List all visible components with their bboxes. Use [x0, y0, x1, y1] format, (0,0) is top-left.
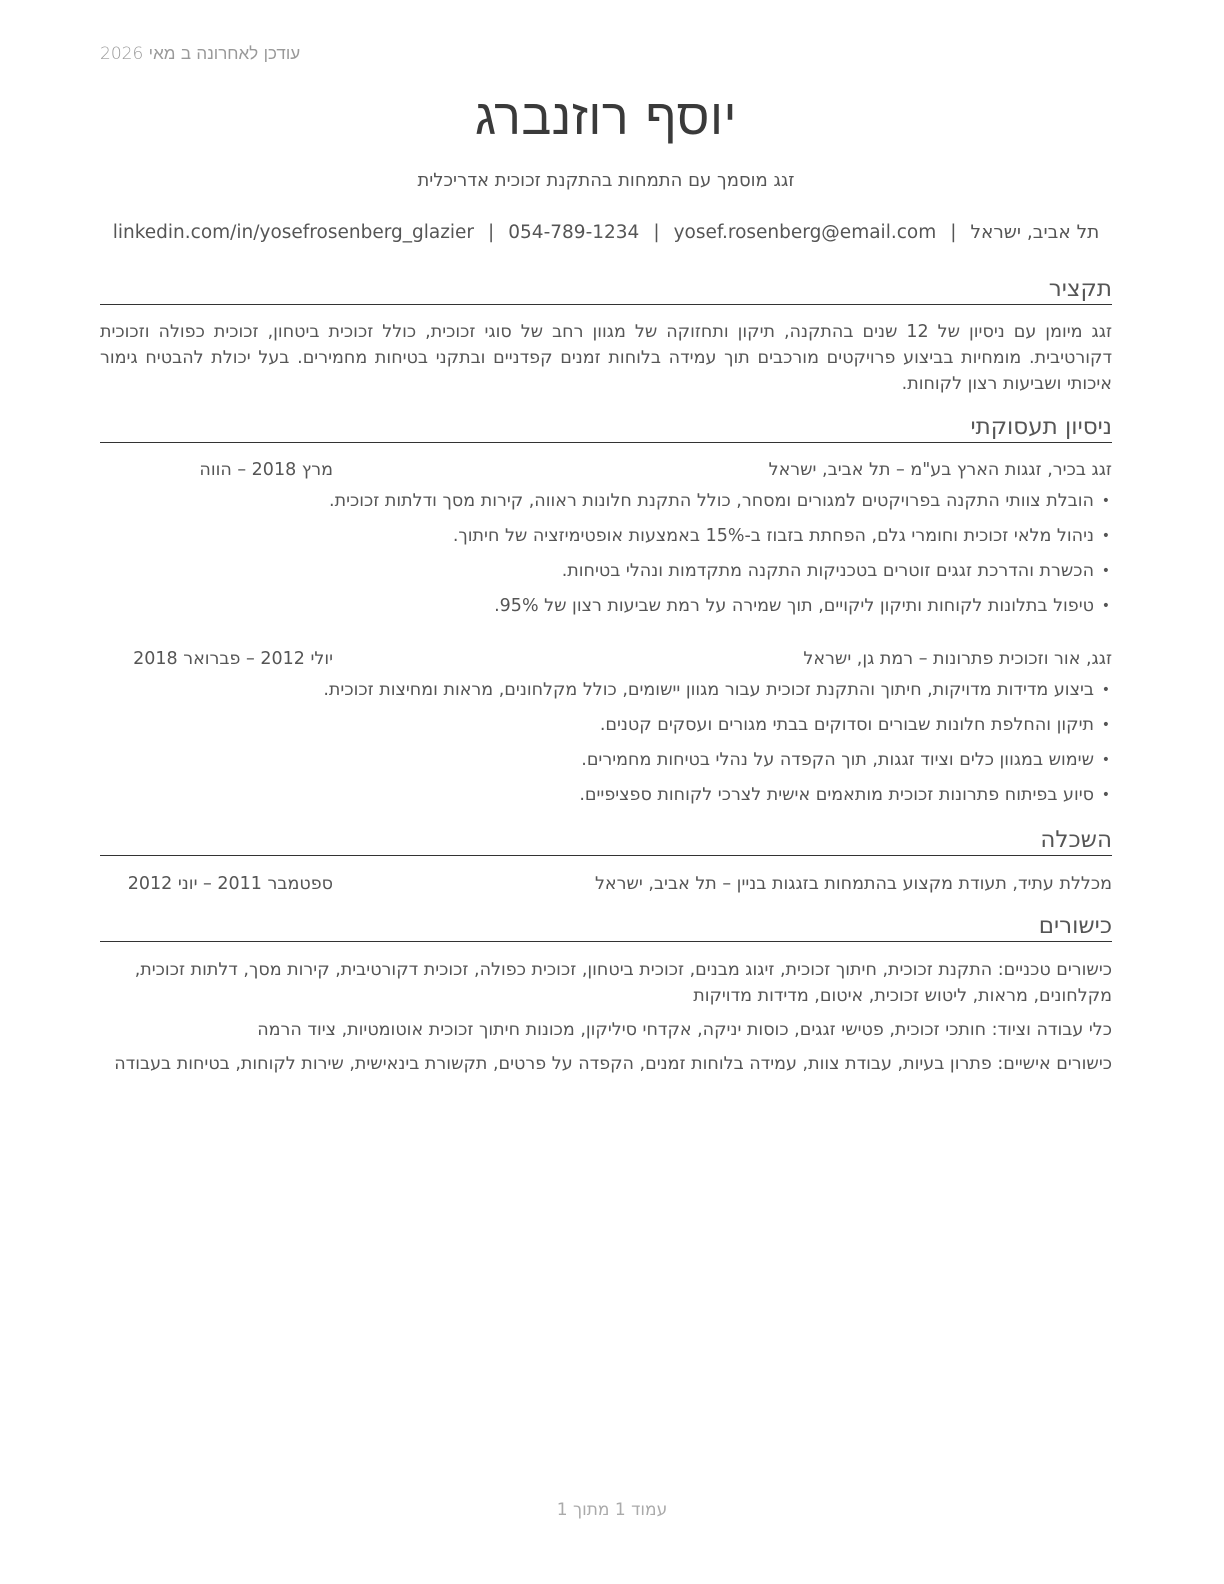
bullet-dot-icon: • [1101, 563, 1110, 579]
skills-personal: כישורים אישיים: פתרון בעיות, עבודת צוות, עמידה בלוחות זמנים, הקפדה על פרטים, תקשורת בינאישית, שירות לקוחות, בטיחות בעבודה [114, 1054, 1112, 1074]
skills-tools: כלי עבודה וציוד: חותכי זכוכית, פטישי זגגים, כוסות יניקה, אקדחי סיליקון, מכונות חיתוך זכוכית אוטומטיות, ציוד הרמה [257, 1020, 1112, 1040]
job-title: זגג, אור וזכוכית פתרונות – רמת גן, ישראל [803, 649, 1112, 669]
contact-separator: | [488, 222, 495, 243]
section-title-education: השכלה [100, 825, 1112, 856]
contact-linkedin[interactable]: linkedin.com/in/yosefrosenberg_glazier [112, 222, 475, 243]
page-number: עמוד 1 מתוך 1 [556, 1500, 668, 1520]
education-entry [100, 871, 1112, 897]
last-updated-note: עודכן לאחרונה ב מאי 2026 [100, 44, 301, 64]
education-dates: ספטמבר 2011 – יוני 2012 [127, 874, 333, 894]
section-title-summary: תקציר [100, 274, 1112, 305]
skills-technical: כישורים טכניים: התקנת זכוכית, חיתוך זכוכית, זיגוג מבנים, זכוכית ביטחון, זכוכית כפולה, זכוכית דקורטיבית, קירות מסך, דלתות זכוכית, מקלחונים, מראות, ליטוש זכוכית, איטום, מדידות מדויקות [134, 960, 1112, 1006]
bullet-item: • תיקון והחלפת חלונות שבורים וסדוקים בבתי מגורים ועסקים קטנים. [100, 712, 1112, 747]
bullet-item: • ביצוע מדידות מדויקות, חיתוך והתקנת זכוכית עבור מגוון יישומים, כולל מקלחונים, מראות ומחיצות זכוכית. [100, 677, 1112, 712]
bullet-item: • הובלת צוותי התקנה בפרויקטים למגורים ומסחר, כולל התקנת חלונות ראווה, קירות מסך ודלתות זכוכית. [100, 488, 1112, 523]
job-header [100, 646, 1112, 672]
bullet-item: • סיוע בפיתוח פתרונות זכוכית מותאמים אישית לצרכי לקוחות ספציפיים. [100, 782, 1112, 817]
bullet-dot-icon: • [1101, 717, 1110, 733]
bullet-dot-icon: • [1101, 493, 1110, 509]
bullet-dot-icon: • [1101, 752, 1110, 768]
job-bullets [100, 677, 1112, 817]
bullet-dot-icon: • [1101, 682, 1110, 698]
bullet-item: • ניהול מלאי זכוכית וחומרי גלם, הפחתת בזבוז ב-15% באמצעות אופטימיזציה של חיתוך. [100, 523, 1112, 558]
contact-line [100, 222, 1112, 243]
bullet-dot-icon: • [1101, 787, 1110, 803]
job-bullets [100, 488, 1112, 628]
job-header [100, 457, 1112, 483]
contact-separator: | [653, 222, 660, 243]
bullet-item: • טיפול בתלונות לקוחות ותיקון ליקויים, תוך שמירה על רמת שביעות רצון של 95%. [100, 593, 1112, 628]
contact-location: תל אביב, ישראל [970, 222, 1100, 243]
contact-separator: | [950, 222, 957, 243]
section-title-experience: ניסיון תעסוקתי [100, 412, 1112, 443]
section-title-skills: כישורים [100, 911, 1112, 942]
bullet-dot-icon: • [1101, 598, 1110, 614]
education-title: מכללת עתיד, תעודת מקצוע בהתמחות בזגגות בניין – תל אביב, ישראל [594, 874, 1112, 894]
job-title: זגג בכיר, זגגות הארץ בע"מ – תל אביב, ישראל [768, 460, 1112, 480]
job-dates: יולי 2012 – פברואר 2018 [133, 649, 333, 669]
bullet-item: • שימוש במגוון כלים וציוד זגגות, תוך הקפדה על נהלי בטיחות מחמירים. [100, 747, 1112, 782]
job-dates: מרץ 2018 – הווה [199, 460, 333, 480]
candidate-name: יוסף רוזנברג [475, 88, 737, 146]
professional-tagline: זגג מוסמך עם התמחות בהתקנת זכוכית אדריכלית [417, 170, 795, 191]
contact-phone[interactable]: 054-789-1234 [508, 222, 640, 243]
summary-text: זגג מיומן עם ניסיון של 12 שנים בהתקנה, תיקון ותחזוקה של מגוון רחב של סוגי זכוכית, כולל זכוכית ביטחון, זכוכית כפולה וזכוכית דקורטיבית. מומחיות בביצוע פרויקטים מורכבים תוך עמידה בלוחות זמנים קפדניים ובתקני בטיחות מחמירים. בעל יכולת להבטיח גימור איכותי ושביעות רצון לקוחות. [100, 322, 1113, 394]
bullet-dot-icon: • [1101, 528, 1110, 544]
bullet-item: • הכשרת והדרכת זגגים זוטרים בטכניקות התקנה מתקדמות ונהלי בטיחות. [100, 558, 1112, 593]
contact-email[interactable]: yosef.rosenberg@email.com [673, 222, 937, 243]
